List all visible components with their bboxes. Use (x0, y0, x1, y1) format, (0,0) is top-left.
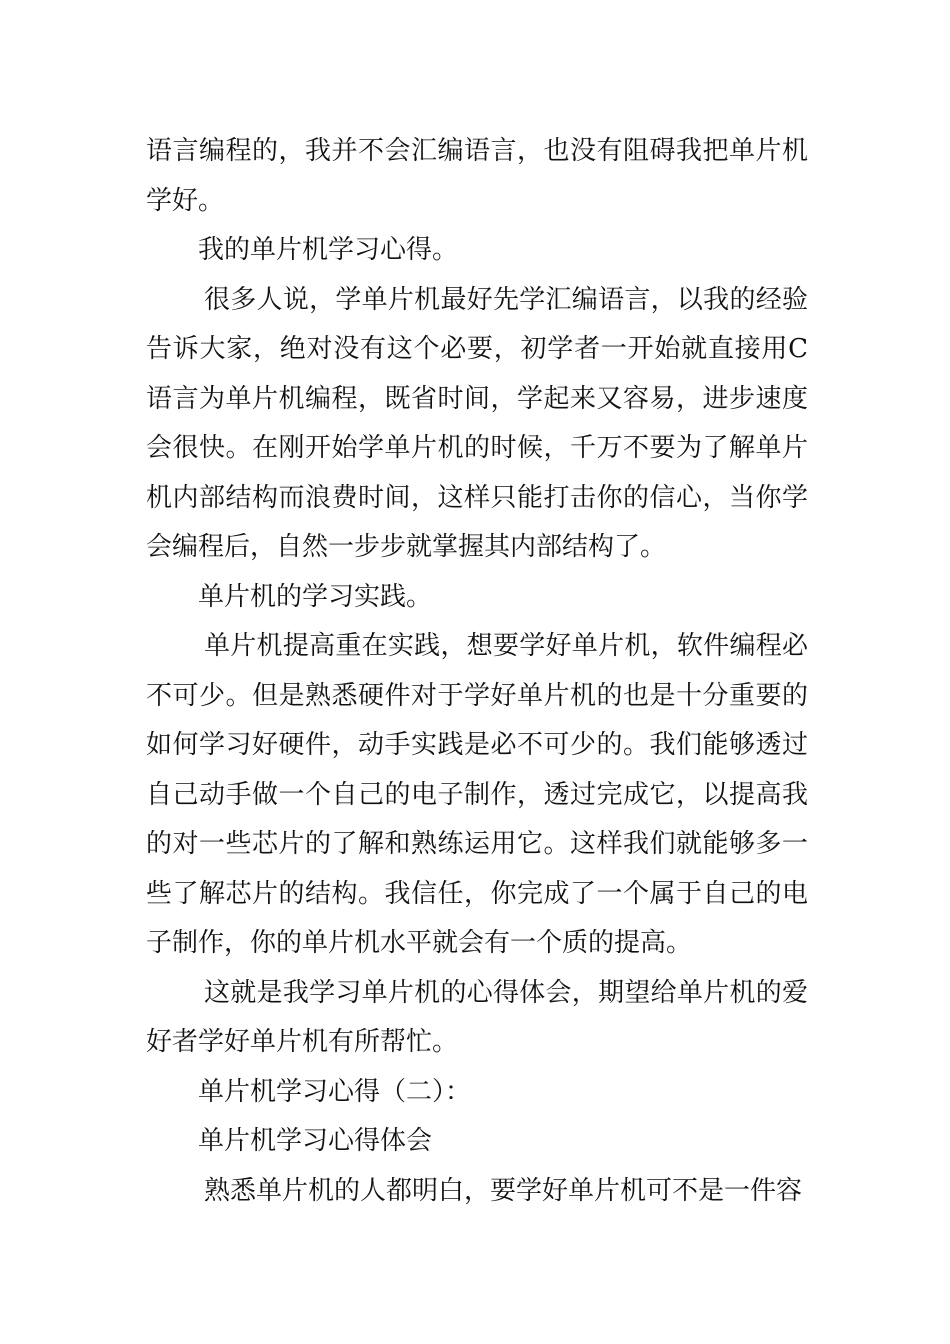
heading-learning-practice: 单片机的学习实践。 (198, 581, 433, 612)
document-body (146, 127, 808, 1216)
heading-part-two: 单片机学习心得（二）： (198, 1076, 472, 1107)
paragraph-practice: 单片机提高重在实践，想要学好单片机，软件编程必不可少。但是熟悉硬件对于学好单片机的也是十分重要的如何学习好硬件，动手实践是必不可少的。我们能够透过自己动手做一个自己的电子制作，透过完成它，以提高我的对一些芯片的了解和熟练运用它。这样我们就能够多一些了解芯片的结构。我信任，你完成了一个属于自己的电子制作，你的单片机水平就会有一个质的提高。 (146, 631, 808, 958)
paragraph-continuation: 语言编程的，我并不会汇编语言，也没有阻碍我把单片机学好。 (146, 136, 808, 216)
paragraph-conclusion: 这就是我学习单片机的心得体会，期望给单片机的爱好者学好单片机有所帮忙。 (146, 977, 808, 1057)
heading-learning-experience: 我的单片机学习心得。 (198, 235, 459, 265)
heading-experience: 单片机学习心得体会 (198, 1126, 433, 1156)
paragraph-learn-c-first: 很多人说，学单片机最好先学汇编语言，以我的经验告诉大家，绝对没有这个必要，初学者一开始就直接用C语言为单片机编程，既省时间，学起来又容易，进步速度会很快。在刚开始学单片机的时候，千万不要为了解单片机内部结构而浪费时间，这样只能打击你的信心，当你学会编程后，自然一步步就掌握其内部结构了。 (146, 284, 808, 562)
paragraph-intro-part-two: 熟悉单片机的人都明白，要学好单片机可不是一件容 (204, 1175, 803, 1206)
